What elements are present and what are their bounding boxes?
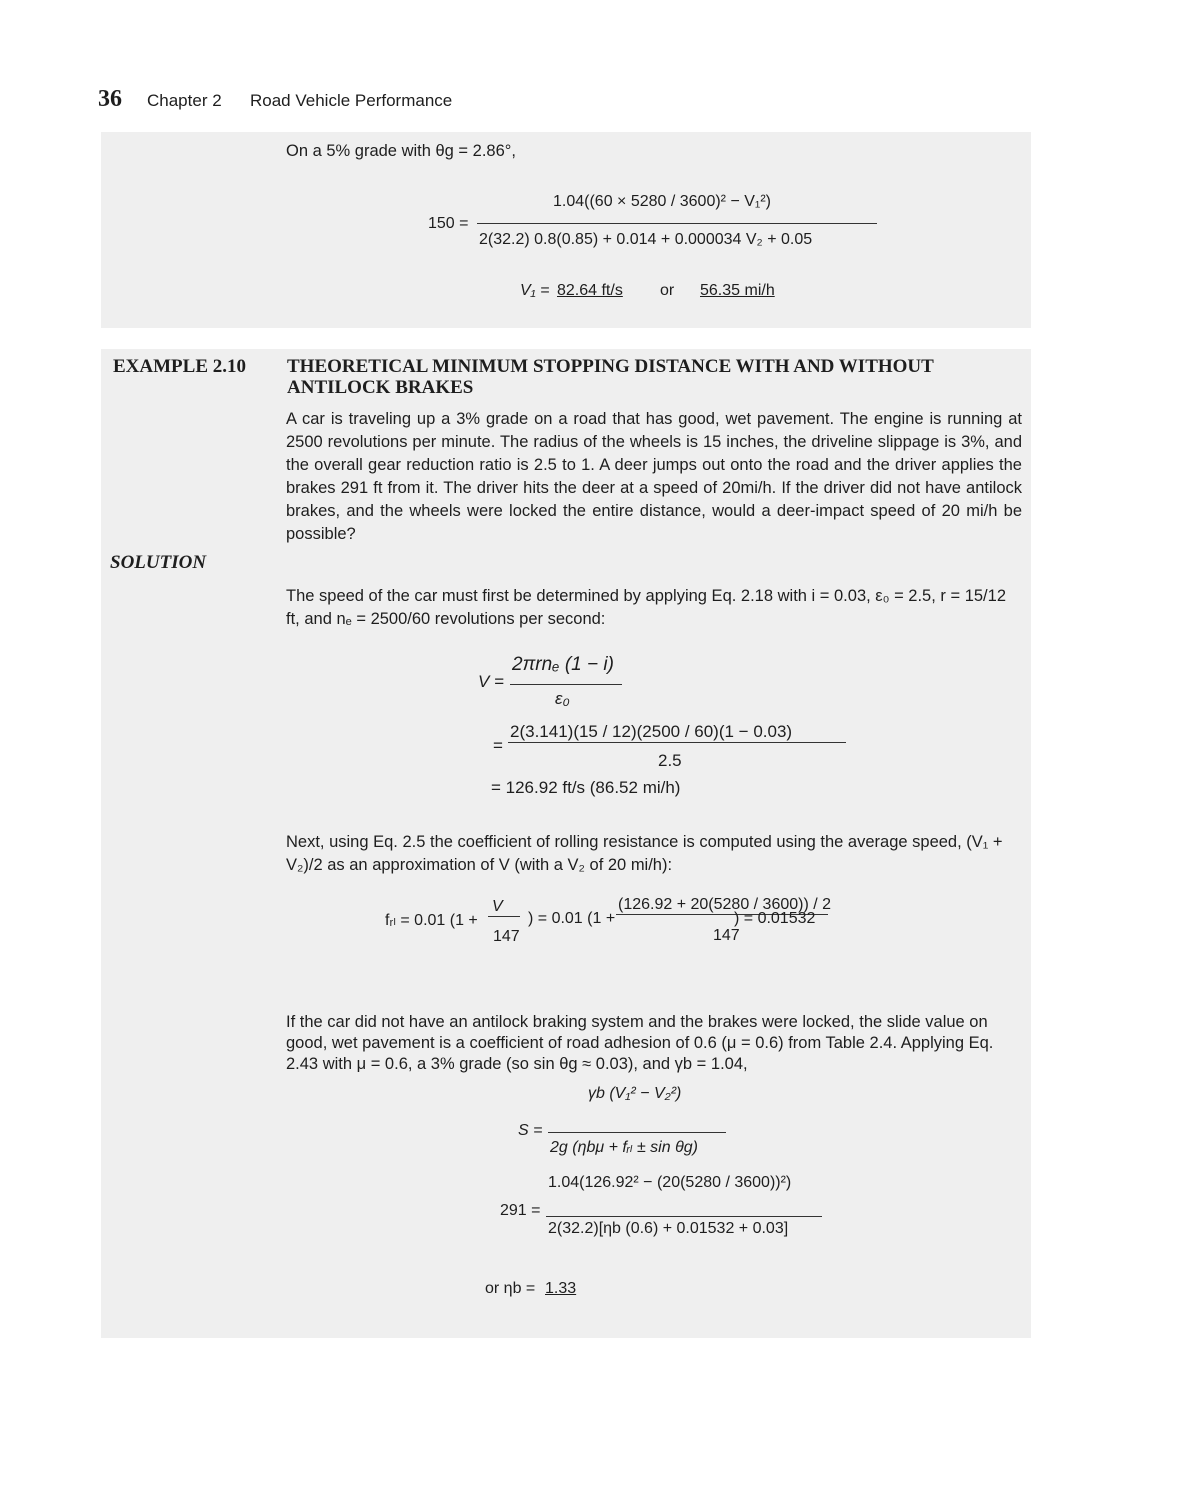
f-eq-frac-denominator: 147 [493, 928, 520, 945]
n-eq-fraction-line [546, 1216, 822, 1217]
f-eq-lhs: fᵣₗ = 0.01 (1 + [385, 912, 478, 929]
v1-result-fps: 82.64 ft/s [557, 282, 623, 299]
f-eq-big-denominator: 147 [713, 927, 740, 944]
v-eq-lhs: V = [478, 672, 504, 691]
solution-label: SOLUTION [110, 552, 207, 573]
example-label: EXAMPLE 2.10 [113, 356, 246, 377]
solution-para-1: The speed of the car must first be determined by applying Eq. 2.18 with i = 0.03, ε₀ = 2.5, r = 15/12 ft, and nₑ = 2500/60 revolutions per second: [286, 587, 1006, 628]
v-eq-numerator: 2πrnₑ (1 − i) [512, 654, 614, 675]
v-eq2-numerator: 2(3.141)(15 / 12)(2500 / 60)(1 − 0.03) [510, 722, 793, 741]
v-result: = 126.92 ft/s (86.52 mi/h) [491, 778, 681, 797]
f-eq-frac-numerator: V [492, 898, 503, 915]
f-eq-result: ) = 0.01532 [734, 910, 816, 927]
f-eq-middle: ) = 0.01 (1 + [528, 910, 616, 927]
eq-150-lhs: 150 = [428, 215, 469, 232]
solution-para-3: If the car did not have an antilock braking system and the brakes were locked, the slide value on good, wet pavement is a coefficient of road adhesion of 0.6 (μ = 0.6) from Table 2.4. Applying Eq. 2.43 with μ = 0.6, a 3% grade (so sin θg ≈ 0.03), and γb = 1.04, [286, 1013, 994, 1073]
eq-150-numerator: 1.04((60 × 5280 / 3600)² − V₁²) [553, 193, 771, 210]
s-eq-numerator: γb (V₁² − V₂²) [588, 1085, 682, 1102]
s-eq-fraction-line [548, 1132, 726, 1133]
v-eq2-fraction-line [508, 742, 846, 743]
n-eq-lhs: 291 = [500, 1202, 541, 1219]
v-eq2-denominator: 2.5 [658, 751, 682, 770]
f-eq-frac-line [488, 916, 520, 917]
s-eq-lhs: S = [518, 1122, 543, 1139]
final-value: 1.33 [545, 1280, 577, 1297]
n-eq-numerator: 1.04(126.92² − (20(5280 / 3600))²) [548, 1174, 792, 1191]
solution-para-2: Next, using Eq. 2.5 the coefficient of rolling resistance is computed using the average speed, (V₁ + V₂)/2 as an approximation of V (with a V₂ of 20 mi/h): [286, 833, 1003, 874]
grade-intro: On a 5% grade with θg = 2.86°, [286, 142, 516, 160]
s-eq-denominator: 2g (ηbμ + fᵣₗ ± sin θg) [550, 1139, 698, 1156]
v-eq2-equals: = [493, 736, 503, 755]
v-eq-fraction-line [510, 684, 622, 685]
page-number: 36 [98, 86, 122, 112]
problem-statement: A car is traveling up a 3% grade on a road that has good, wet pavement. The engine is running at 2500 revolutions per minute. The radius of the wheels is 15 inches, the driveline slippage is 3%, and the overall gear reduction ratio is 2.5 to 1. A deer jumps out onto the road and the driver applies the brakes 291 ft from it. The driver hits the deer at a speed of 20mi/h. If the driver did not have antilock brakes, and the wheels were locked the entire distance, would a deer-impact speed of 20 mi/h be possible? [286, 410, 1022, 543]
eq-150-fraction-line [477, 223, 877, 224]
chapter-label: Chapter 2 [147, 91, 222, 110]
v1-var: V₁ = [520, 282, 550, 299]
f-eq-big-numerator: (126.92 + 20(5280 / 3600)) / 2 [618, 896, 832, 913]
v1-result-mph: 56.35 mi/h [700, 282, 775, 299]
example-title: THEORETICAL MINIMUM STOPPING DISTANCE WITH AND WITHOUT ANTILOCK BRAKES [287, 356, 934, 398]
final-or: or ηb = [485, 1280, 536, 1297]
chapter-title: Road Vehicle Performance [250, 91, 453, 110]
n-eq-denominator: 2(32.2)[ηb (0.6) + 0.01532 + 0.03] [548, 1220, 789, 1237]
eq-150-denominator: 2(32.2) 0.8(0.85) + 0.014 + 0.000034 V₂ + 0.05 [479, 231, 813, 248]
v-eq-denominator: ε₀ [555, 689, 570, 708]
v1-or: or [660, 282, 675, 299]
